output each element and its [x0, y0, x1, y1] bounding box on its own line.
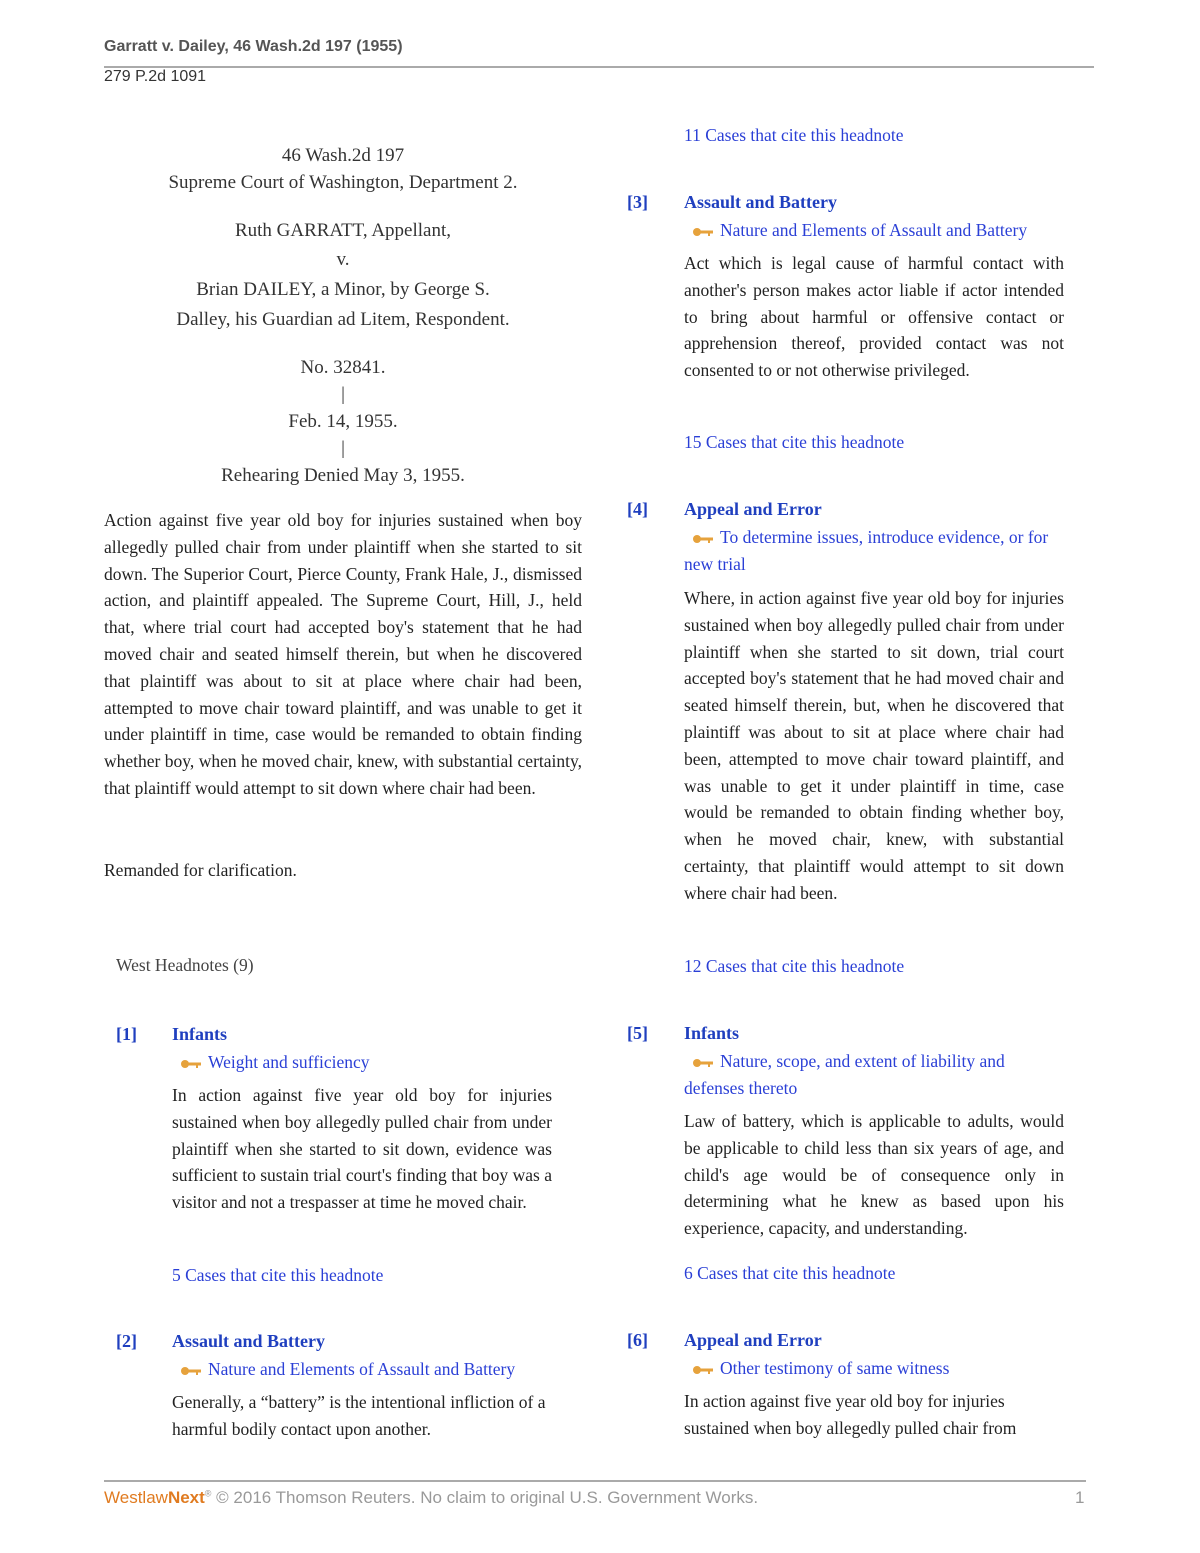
- headnote-text: Generally, a “battery” is the intentional infliction of a harmful bodily contact upon another.: [172, 1392, 546, 1439]
- headnote-topic[interactable]: Assault and Battery: [684, 192, 838, 212]
- headnote-text: In action against five year old boy for injuries sustained when boy allegedly pulled chair from under plaintiff when she started to sit down, evidence was sufficient to sustain trial court's finding that boy was a visitor and not a trespasser at time he moved chair.: [172, 1085, 552, 1213]
- key-icon: [180, 1058, 202, 1070]
- decision-date: Feb. 14, 1955.: [288, 411, 398, 432]
- key-number-label[interactable]: Other testimony of same witness: [720, 1358, 950, 1378]
- headnote-text: Act which is legal cause of harmful contact with another's person makes actor liable if actor intended to bring about harmful or offensive contact or apprehension thereof, provided contact was not consented to or not otherwise privileged.: [684, 253, 1064, 381]
- parallel-citation: 279 P.2d 1091: [104, 68, 207, 85]
- headnote-key-number[interactable]: [684, 1355, 1084, 1382]
- key-icon: [692, 226, 714, 238]
- document-title: Garratt v. Dailey, 46 Wash.2d 197 (1955): [104, 38, 403, 55]
- key-number-label[interactable]: Nature and Elements of Assault and Battery: [720, 220, 1028, 240]
- headnote-key-number[interactable]: [684, 1048, 1064, 1102]
- key-icon: [180, 1365, 202, 1377]
- cites-headnote-link[interactable]: 5 Cases that cite this headnote: [172, 1265, 384, 1285]
- headnote-text: Law of battery, which is applicable to adults, would be applicable to child less than six years of age, and child's age would be of consequence only in determining what he knew as based upon his experience, capacity, and understanding.: [684, 1111, 1064, 1239]
- headnote-topic[interactable]: Assault and Battery: [172, 1331, 326, 1351]
- page-number: 1: [1075, 1488, 1085, 1507]
- versus: v.: [336, 249, 350, 270]
- headnote-topic[interactable]: Appeal and Error: [684, 499, 822, 519]
- cites-headnote-link[interactable]: 15 Cases that cite this headnote: [684, 432, 905, 452]
- headnote-key-number[interactable]: [684, 524, 1074, 578]
- headnote-key-number[interactable]: [172, 1356, 582, 1383]
- respondent-party-line2: Dalley, his Guardian ad Litem, Respondent.: [176, 309, 510, 330]
- headnote-number[interactable]: [1]: [116, 1024, 137, 1044]
- headnote-number[interactable]: [4]: [627, 499, 648, 519]
- headnote-number[interactable]: [6]: [627, 1330, 648, 1350]
- headnote-text: Where, in action against five year old boy for injuries sustained when boy allegedly pulled chair from under plaintiff when she started to sit down, trial court accepted boy's statement that he had moved chair and seated himself therein, but, when he discovered that plaintiff was about to sit at place where chair had been, attempted to move chair toward plaintiff, and was unable to get it under plaintiff in time, case would be remanded to obtain finding whether boy, when he moved chair, knew, with substantial certainty, that plaintiff would attempt to sit down where chair had been.: [684, 588, 1064, 903]
- disposition: Remanded for clarification.: [104, 860, 297, 880]
- westlaw-logo: Westlaw: [104, 1488, 168, 1507]
- synopsis-paragraph: Action against five year old boy for injuries sustained when boy allegedly pulled chair from under plaintiff when she started to sit down. The Superior Court, Pierce County, Frank Hale, J., dismissed action, and plaintiff appealed. The Supreme Court, Hill, J., held that, where trial court had accepted boy's statement that he had moved chair and seated himself therein, but when he discovered that plaintiff was about to sit at place where chair had been, attempted to move chair toward plaintiff, and was unable to get it under plaintiff in time, case would be remanded to obtain finding whether boy, when he moved chair, knew, with substantial certainty, that plaintiff would attempt to sit down where chair had been.: [104, 510, 582, 798]
- key-number-label[interactable]: Nature and Elements of Assault and Battery: [208, 1359, 516, 1379]
- key-number-label[interactable]: To determine issues, introduce evidence, or for new trial: [684, 527, 1049, 574]
- footer-divider: [104, 1480, 1086, 1482]
- key-icon: [692, 1057, 714, 1069]
- respondent-party-line1: Brian DAILEY, a Minor, by George S.: [196, 279, 490, 300]
- headnote-number[interactable]: [2]: [116, 1331, 137, 1351]
- headnote-text: In action against five year old boy for injuries sustained when boy allegedly pulled chair from: [684, 1391, 1017, 1438]
- headnote-topic[interactable]: Appeal and Error: [684, 1330, 822, 1350]
- header-divider: [104, 66, 1094, 68]
- docket-number: No. 32841.: [300, 357, 386, 378]
- headnote-key-number[interactable]: [172, 1049, 572, 1076]
- headnote-topic[interactable]: Infants: [172, 1024, 228, 1044]
- headnote-key-number[interactable]: [684, 217, 1084, 244]
- westlaw-logo-next: Next: [167, 1488, 205, 1507]
- rehearing-date: Rehearing Denied May 3, 1955.: [221, 465, 465, 486]
- appellant-party: Ruth GARRATT, Appellant,: [234, 220, 452, 241]
- trademark-symbol: ®: [204, 1488, 212, 1499]
- headnote-topic[interactable]: Infants: [684, 1023, 740, 1043]
- copyright-text: © 2016 Thomson Reuters. No claim to original U.S. Government Works.: [216, 1488, 759, 1507]
- cites-headnote-link[interactable]: 6 Cases that cite this headnote: [684, 1263, 896, 1283]
- court-name: Supreme Court of Washington, Department 2.: [168, 172, 518, 193]
- cites-headnote-link[interactable]: 12 Cases that cite this headnote: [684, 956, 905, 976]
- caption-separator: |: [341, 384, 345, 405]
- west-headnotes-label: West Headnotes (9): [116, 955, 254, 975]
- key-number-label[interactable]: Nature, scope, and extent of liability and defenses thereto: [684, 1051, 1005, 1098]
- caption-separator: |: [341, 438, 345, 459]
- key-number-label[interactable]: Weight and sufficiency: [208, 1052, 370, 1072]
- key-icon: [692, 533, 714, 545]
- reporter-citation: 46 Wash.2d 197: [281, 145, 405, 166]
- headnote-number[interactable]: [3]: [627, 192, 648, 212]
- key-icon: [692, 1364, 714, 1376]
- headnote-number[interactable]: [5]: [627, 1023, 648, 1043]
- footer-copyright: [104, 1488, 758, 1508]
- cites-headnote-link[interactable]: 11 Cases that cite this headnote: [684, 125, 904, 145]
